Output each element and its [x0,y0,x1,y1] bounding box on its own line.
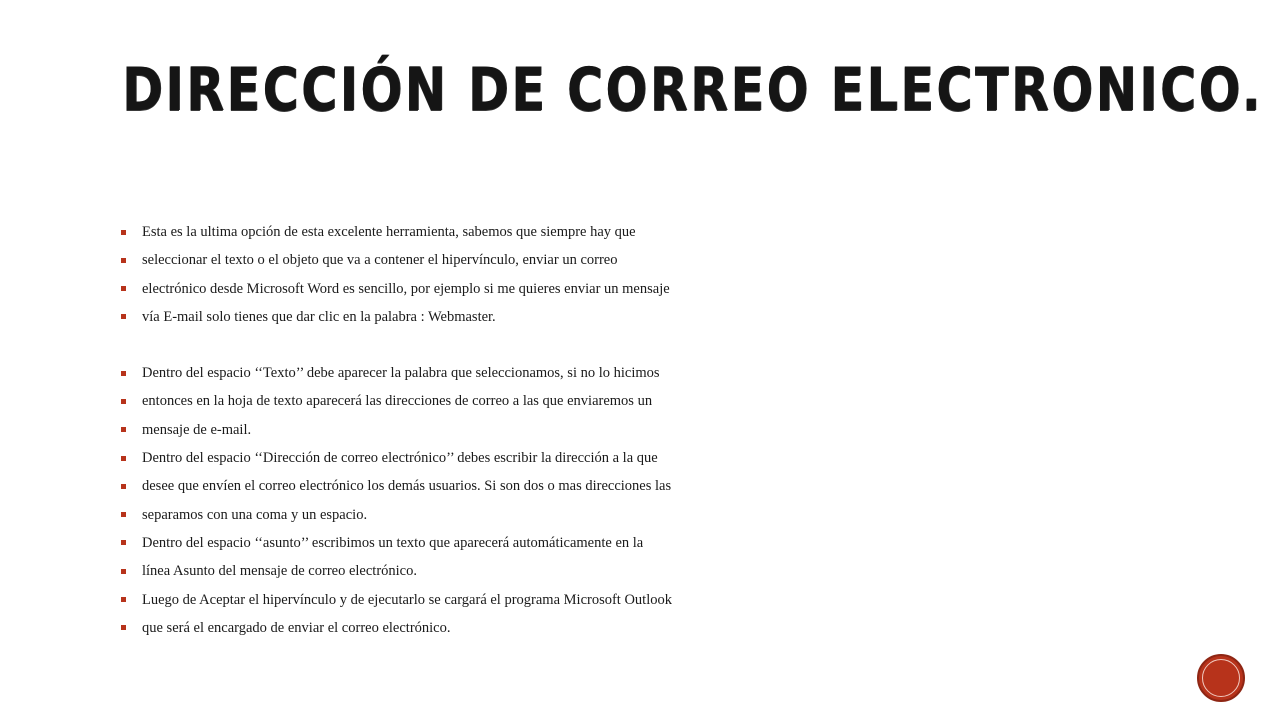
bullet-text: línea Asunto del mensaje de correo electrónico. [142,563,417,580]
bullet-item [121,303,821,331]
square-bullet-icon [121,456,126,461]
square-bullet-icon [121,540,126,545]
bullet-item [121,416,821,444]
square-bullet-icon [121,569,126,574]
bullet-text: Esta es la ultima opción de esta excelente herramienta, sabemos que siempre hay que [142,224,636,240]
square-bullet-icon [121,258,126,263]
square-bullet-icon [121,230,126,235]
bullet-text: que será el encargado de enviar el correo electrónico. [142,619,451,636]
square-bullet-icon [121,597,126,602]
bullet-text: Dentro del espacio ‘‘asunto’’ escribimos un texto que aparecerá automáticamente en la [142,534,644,551]
bullet-item [121,387,821,415]
square-bullet-icon [121,399,126,404]
bullet-item [121,275,821,303]
bullet-item [121,218,821,246]
square-bullet-icon [121,371,126,376]
square-bullet-icon [121,484,126,489]
bullet-text: desee que envíen el correo electrónico los demás usuarios. Si son dos o mas direcciones las [142,478,672,495]
square-bullet-icon [121,427,126,432]
bullet-item [121,472,821,500]
bullet-text: mensaje de e-mail. [142,421,252,438]
square-bullet-icon [121,286,126,291]
bullet-text: Dentro del espacio ‘‘Texto’’ debe aparecer la palabra que seleccionamos, si no lo hicimos [142,365,660,382]
bullet-item [121,246,821,274]
slide-title: DIRECCIÓN DE CORREO ELECTRONICO. [122,55,1263,125]
square-bullet-icon [121,625,126,630]
square-bullet-icon [121,512,126,517]
bullet-text: electrónico desde Microsoft Word es sencillo, por ejemplo si me quieres enviar un mensaje [142,280,670,297]
bullet-text: Luego de Aceptar el hipervínculo y de ejecutarlo se cargará el programa Microsoft Outlook [142,591,672,608]
bullet-text: Dentro del espacio ‘‘Dirección de correo electrónico’’ debes escribir la dirección a la que [142,450,658,467]
bullet-item [121,586,821,614]
bullet-item [121,501,821,529]
bullet-item [121,359,821,387]
bullet-item [121,614,821,642]
bullet-text: seleccionar el texto o el objeto que va a contener el hipervínculo, enviar un correo [142,252,618,269]
square-bullet-icon [121,314,126,319]
bullet-text: separamos con una coma y un espacio. [142,506,368,523]
bullet-list [121,218,821,642]
bullet-item [121,529,821,557]
bullet-text: vía E-mail solo tienes que dar clic en la palabra : Webmaster. [142,308,496,325]
bullet-item [121,557,821,585]
bullet-text: entonces en la hoja de texto aparecerá las direcciones de correo a las que enviaremos un [142,393,653,410]
next-slide-button[interactable] [1197,654,1245,702]
bullet-item [121,444,821,472]
